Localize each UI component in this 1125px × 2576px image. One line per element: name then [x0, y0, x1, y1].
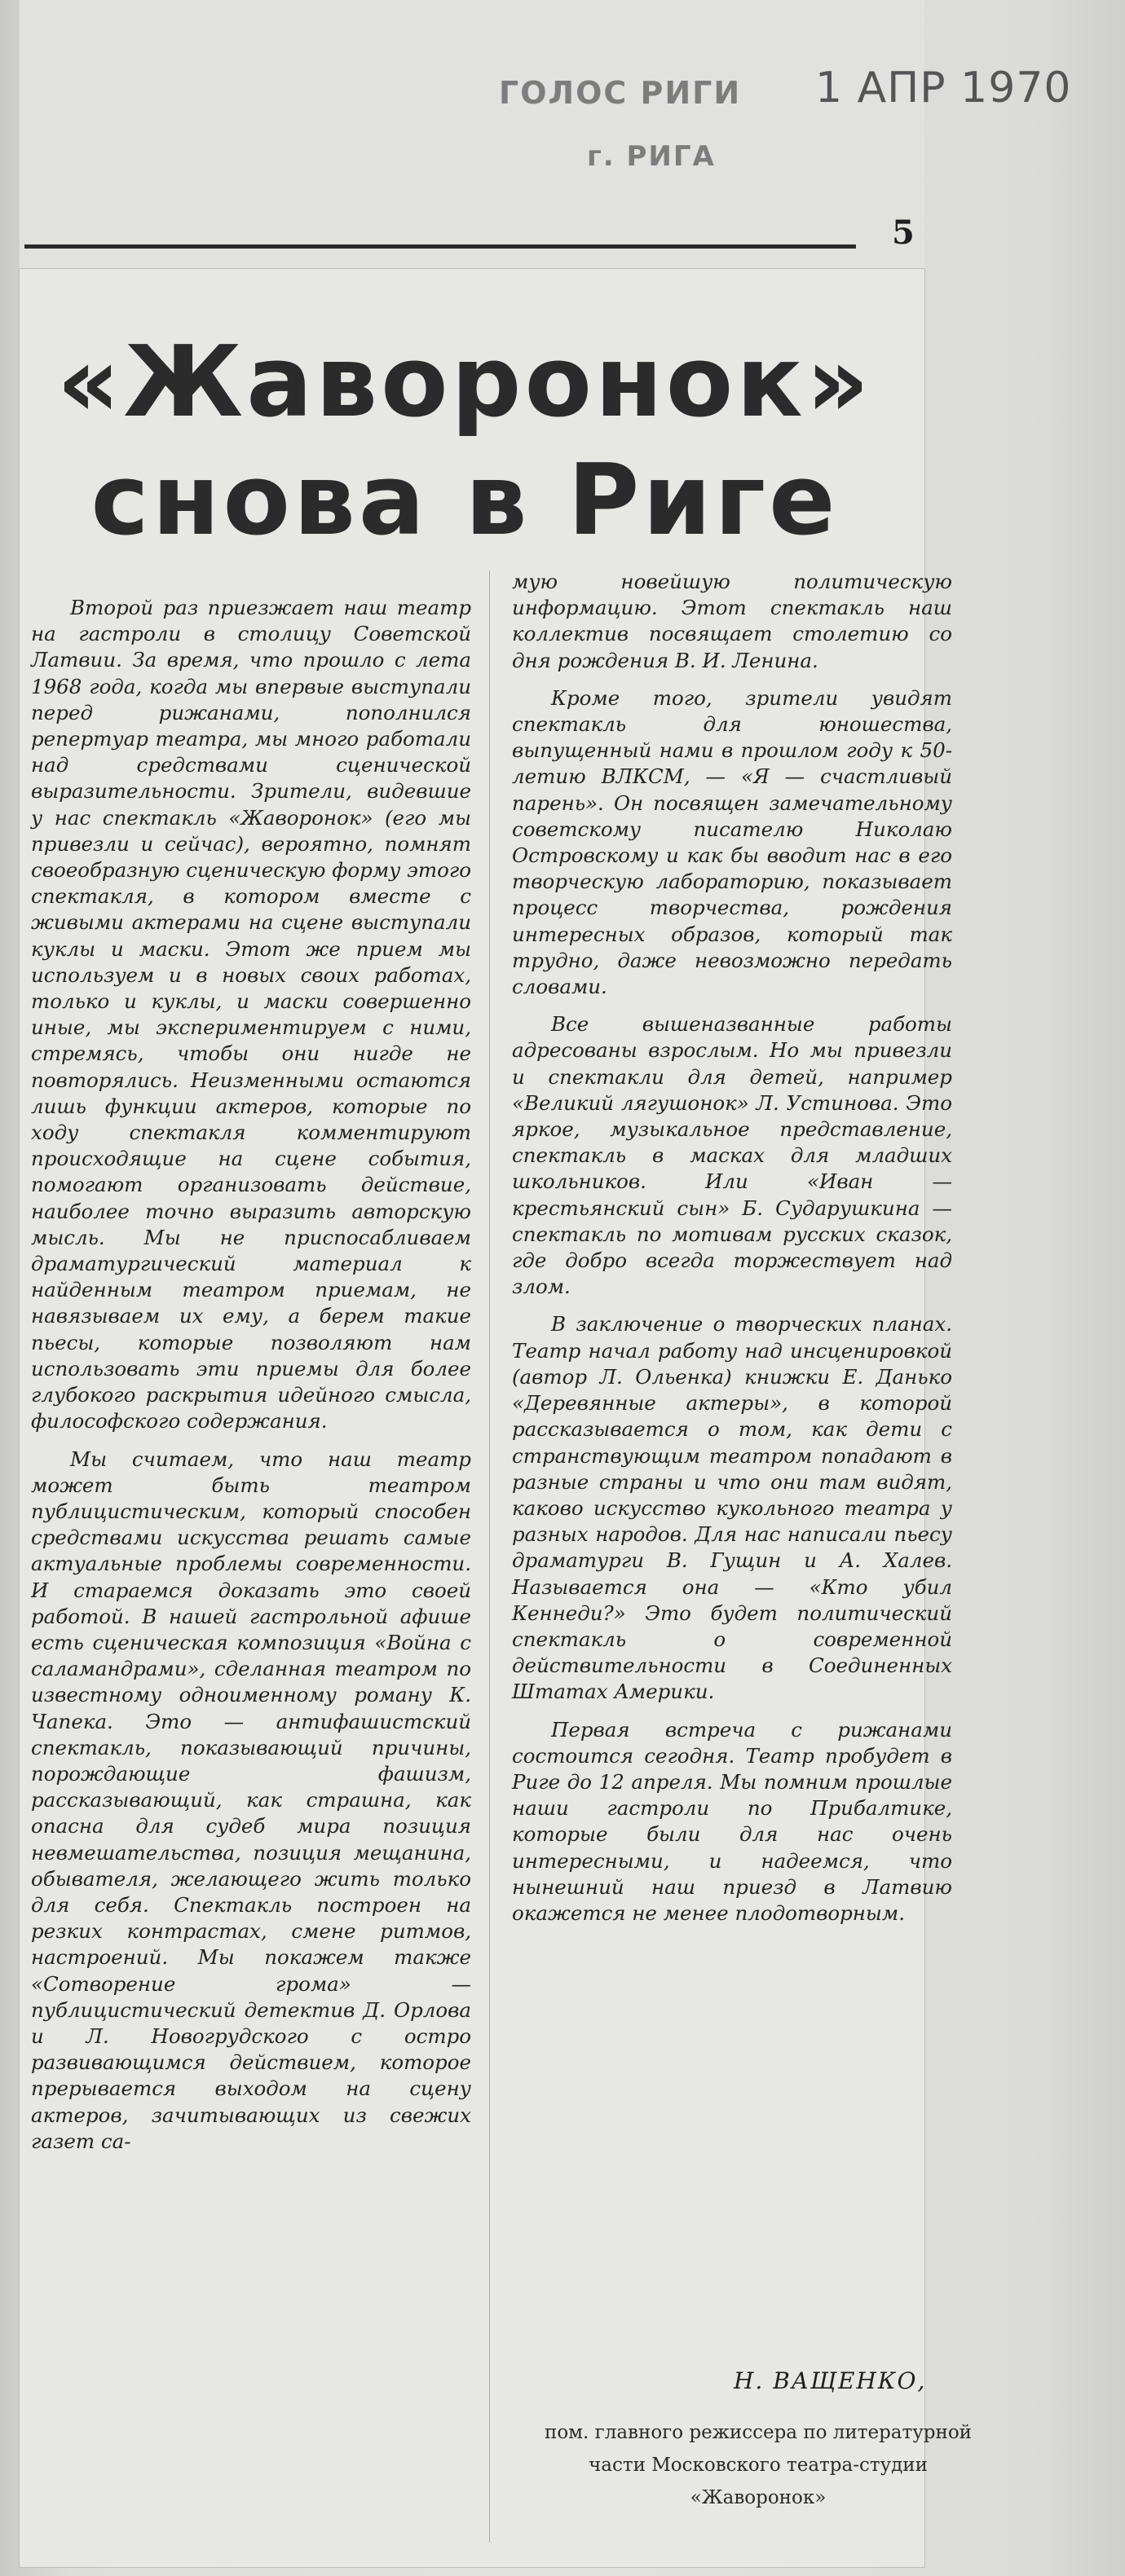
article-column-left [31, 595, 471, 2166]
clipping-header-area [20, 0, 924, 269]
paragraph: Все вышеназванные работы адресованы взрослым. Но мы привезли и спектакли для детей, например «Великий лягушонок» Л. Устинова. Это яркое, музыкальное представление, спектакль в масках для младших школьников. Или «Иван — крестьянский сын» Б. Сударушкина — спектакль по мотивам русских сказок, где добро всегда торжествует над злом. [512, 1012, 952, 1299]
column-divider [489, 570, 490, 2543]
author-role: пом. главного режиссера по литературной части Московского театра-студии «Жаворонок» [544, 2422, 973, 2508]
article-title-line-2: снова в Риге [90, 444, 839, 557]
paragraph: Кроме того, зрители увидят спектакль для юношества, выпущенный нами в прошлом году к 50-летию ВЛКСМ, — «Я — счастливый парень». Он посвящен замечательному советскому писателю Николаю Островскому и как бы вводит нас в его творческую лабораторию, показывает процесс творчества, рождения интересных образов, который так трудно, даже невозможно передать словами. [512, 685, 952, 999]
paragraph: Мы считаем, что наш театр может быть театром публицистическим, который способен средствами искусства решать самые актуальные проблемы современности. И стараемся доказать это своей работой. В нашей гастрольной афише есть сценическая композиция «Война с саламандрами», сделанная театром по известному одноименному роману К. Чапека. Это — антифашистский спектакль, показывающий причины, порождающие фашизм, рассказывающий, как страшна, как опасна для судеб мира позиция невмешательства, позиция мещанина, обывателя, желающего жить только для себя. Спектакль построен на резких контрастах, смене ритмов, настроений. Мы покажем также «Сотворение грома» — публицистический детектив Д. Орлова и Л. Новогрудского с остро развивающимся действием, которое прерывается выходом на сцену актеров, зачитывающих из свежих газет са- [31, 1447, 471, 2153]
article-title-line-1: «Жаворонок» [56, 326, 873, 439]
paragraph: мую новейшую политическую информацию. Этот спектакль наш коллектив посвящает столетию со дня рождения В. И. Ленина. [512, 570, 952, 672]
paragraph: Первая встреча с рижанами состоится сегодня. Театр пробудет в Риге до 12 апреля. Мы помним прошлые наши гастроли по Прибалтике, которые были для нас очень интересными, и надеемся, что нынешний наш приезд в Латвию окажется не менее плодотворным. [512, 1717, 952, 1925]
paragraph: В заключение о творческих планах. Театр начал работу над инсценировкой (автор Л. Ольенка) книжки Е. Данько «Деревянные актеры», в которой рассказывается о том, как дети с странствующим театром попадают в разные страны и что они там видят, каково искусство кукольного театра у разных народов. Для нас написали пьесу драматурги В. Гущин и А. Халев. Называется она — «Кто убил Кеннеди?» Это будет политический спектакль о современной действительности в Соединенных Штатах Америки. [512, 1312, 952, 1704]
stamp-date: 1 АПР 1970 [815, 64, 1072, 112]
article-column-right [512, 569, 952, 1938]
paragraph: Второй раз приезжает наш театр на гастроли в столицу Советской Латвии. За время, что прошло с лета 1968 года, когда мы впервые выступали перед рижанами, пополнился репертуар театра, мы много работали над средствами сценической выразительности. Зрители, видевшие у нас спектакль «Жаворонок» (его мы привезли и сейчас), вероятно, помнят своеобразную сценическую форму этого спектакля, в котором вместе с живыми актерами на сцене выступали куклы и маски. Этот же прием мы используем и в новых своих работах, только и куклы, и маски совершенно иные, мы экспериментируем с ними, стремясь, чтобы они нигде не повторялись. Неизменными остаются лишь функции актеров, которые по ходу спектакля комментируют происходящие на сцене события, помогают организовать действие, наиболее точно выразить авторскую мысль. Мы не приспосабливаем драматургический материал к найденным театром приемам, не навязываем их ему, а берем такие пьесы, которые позволяют нам использовать эти приемы для более глубокого раскрытия идейного смысла, философского содержания. [31, 596, 471, 1433]
stamp-newspaper-name: ГОЛОС РИГИ [499, 75, 742, 111]
page-number: 5 [892, 214, 915, 252]
author-signature: Н. ВАЩЕНКО, [734, 2367, 927, 2394]
stamp-city: г. РИГА [587, 140, 716, 173]
header-rule [24, 244, 856, 249]
